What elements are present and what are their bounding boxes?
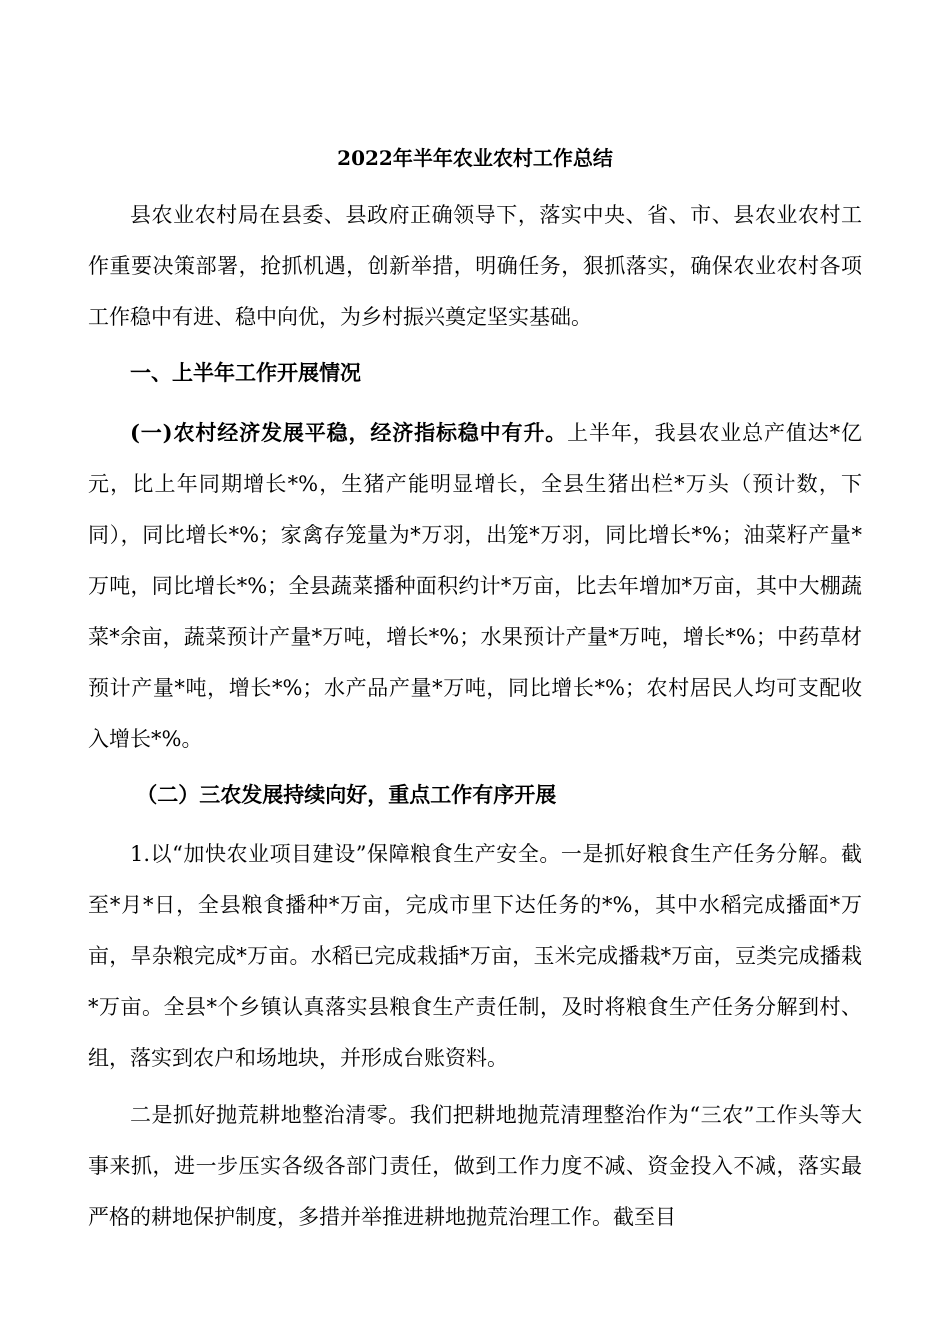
document-body — [88, 138, 862, 1243]
intro-paragraph: 县农业农村局在县委、县政府正确领导下，落实中央、省、市、县农业农村工作重要决策部署，抢抓机遇，创新举措，明确任务，狠抓落实，确保农业农村各项工作稳中有进、稳中向优，为乡村振兴奠定坚实基础。 — [88, 203, 862, 329]
document-title: 2022年半年农业农村工作总结 — [337, 146, 613, 170]
section-heading: 一、上半年工作开展情况 — [130, 360, 361, 385]
subsection-2-heading: （二）三农发展持续向好，重点工作有序开展 — [136, 782, 557, 807]
item-2-paragraph: 二是抓好抛荒耕地整治清零。我们把耕地抛荒清理整治作为“三农”工作头等大事来抓，进一步压实各级各部门责任，做到工作力度不减、资金投入不减，落实最严格的耕地保护制度，多措并举推进耕地抛荒治理工作。截至目 — [88, 1103, 862, 1229]
subsection-1-lead: (一)农村经济发展平稳，经济指标稳中有升。 — [130, 420, 568, 445]
subsection-1-body: 上半年，我县农业总产值达*亿元，比上年同期增长*%，生猪产能明显增长，全县生猪出栏*万头（预计数，下同），同比增长*%；家禽存笼量为*万羽，出笼*万羽，同比增长*%；油菜籽产量*万吨，同比增长*%；全县蔬菜播种面积约计*万亩，比去年增加*万亩，其中大棚蔬菜*余亩，蔬菜预计产量*万吨，增长*%；水果预计产量*万吨，增长*%；中药草材预计产量*吨，增长*%；水产品产量*万吨，同比增长*%；农村居民人均可支配收入增长*%。 — [88, 421, 862, 751]
item-1-paragraph: 1.以“加快农业项目建设”保障粮食生产安全。一是抓好粮食生产任务分解。截至*月*日，全县粮食播种*万亩，完成市里下达任务的*%，其中水稻完成播面*万亩，旱杂粮完成*万亩。水稻已完成栽插*万亩，玉米完成播栽*万亩，豆类完成播栽*万亩。全县*个乡镇认真落实县粮食生产责任制，及时将粮食生产任务分解到村、组，落实到农户和场地块，并形成台账资料。 — [88, 842, 862, 1070]
subsection-1-paragraph — [88, 407, 862, 765]
